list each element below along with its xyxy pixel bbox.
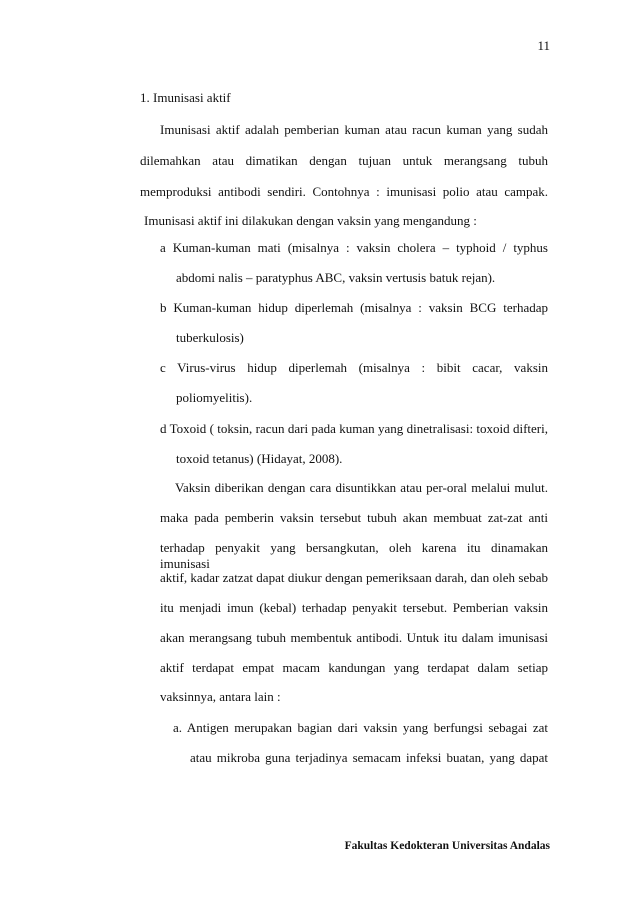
list-item-continuation: toxoid tetanus) (Hidayat, 2008). xyxy=(176,451,343,466)
list-item: c Virus-virus hidup diperlemah (misalnya : bibit cacar, vaksin xyxy=(160,360,548,375)
paragraph-line: memproduksi antibodi sendiri. Contohnya : imunisasi polio atau campak. xyxy=(140,184,548,199)
list-item: a. Antigen merupakan bagian dari vaksin yang berfungsi sebagai zat xyxy=(173,720,548,735)
list-item-continuation: poliomyelitis). xyxy=(176,390,253,405)
paragraph-line: itu menjadi imun (kebal) terhadap penyakit tersebut. Pemberian vaksin xyxy=(160,600,548,615)
list-item-continuation: tuberkulosis) xyxy=(176,330,244,345)
paragraph-line: Imunisasi aktif adalah pemberian kuman atau racun kuman yang sudah xyxy=(160,122,548,137)
page-footer: Fakultas Kedokteran Universitas Andalas xyxy=(344,840,550,852)
list-item: d Toxoid ( toksin, racun dari pada kuman yang dinetralisasi: toxoid difteri, xyxy=(160,421,548,436)
paragraph-line: vaksinnya, antara lain : xyxy=(160,689,281,704)
paragraph-line: aktif terdapat empat macam kandungan yang terdapat dalam setiap xyxy=(160,660,548,675)
list-item: a Kuman-kuman mati (misalnya : vaksin cholera – typhoid / typhus xyxy=(160,240,548,255)
paragraph-line: Imunisasi aktif ini dilakukan dengan vaksin yang mengandung : xyxy=(144,213,477,228)
paragraph-line: aktif, kadar zatzat dapat diukur dengan pemeriksaan darah, dan oleh sebab xyxy=(160,570,548,585)
list-item: b Kuman-kuman hidup diperlemah (misalnya : vaksin BCG terhadap xyxy=(160,300,548,315)
paragraph-line: maka pada pemberin vaksin tersebut tubuh akan membuat zat-zat anti xyxy=(160,510,548,525)
list-item-continuation: abdomi nalis – paratyphus ABC, vaksin vertusis batuk rejan). xyxy=(176,270,496,285)
page-number: 11 xyxy=(537,38,550,53)
paragraph-line: dilemahkan atau dimatikan dengan tujuan untuk merangsang tubuh xyxy=(140,153,548,168)
list-heading: 1. Imunisasi aktif xyxy=(140,90,231,105)
paragraph-line: terhadap penyakit yang bersangkutan, oleh karena itu dinamakan imunisasi xyxy=(160,540,548,571)
list-item-continuation: atau mikroba guna terjadinya semacam infeksi buatan, yang dapat xyxy=(190,750,548,765)
paragraph-line: akan merangsang tubuh membentuk antibodi. Untuk itu dalam imunisasi xyxy=(160,630,548,645)
paragraph-line: Vaksin diberikan dengan cara disuntikkan atau per-oral melalui mulut. xyxy=(175,480,548,495)
